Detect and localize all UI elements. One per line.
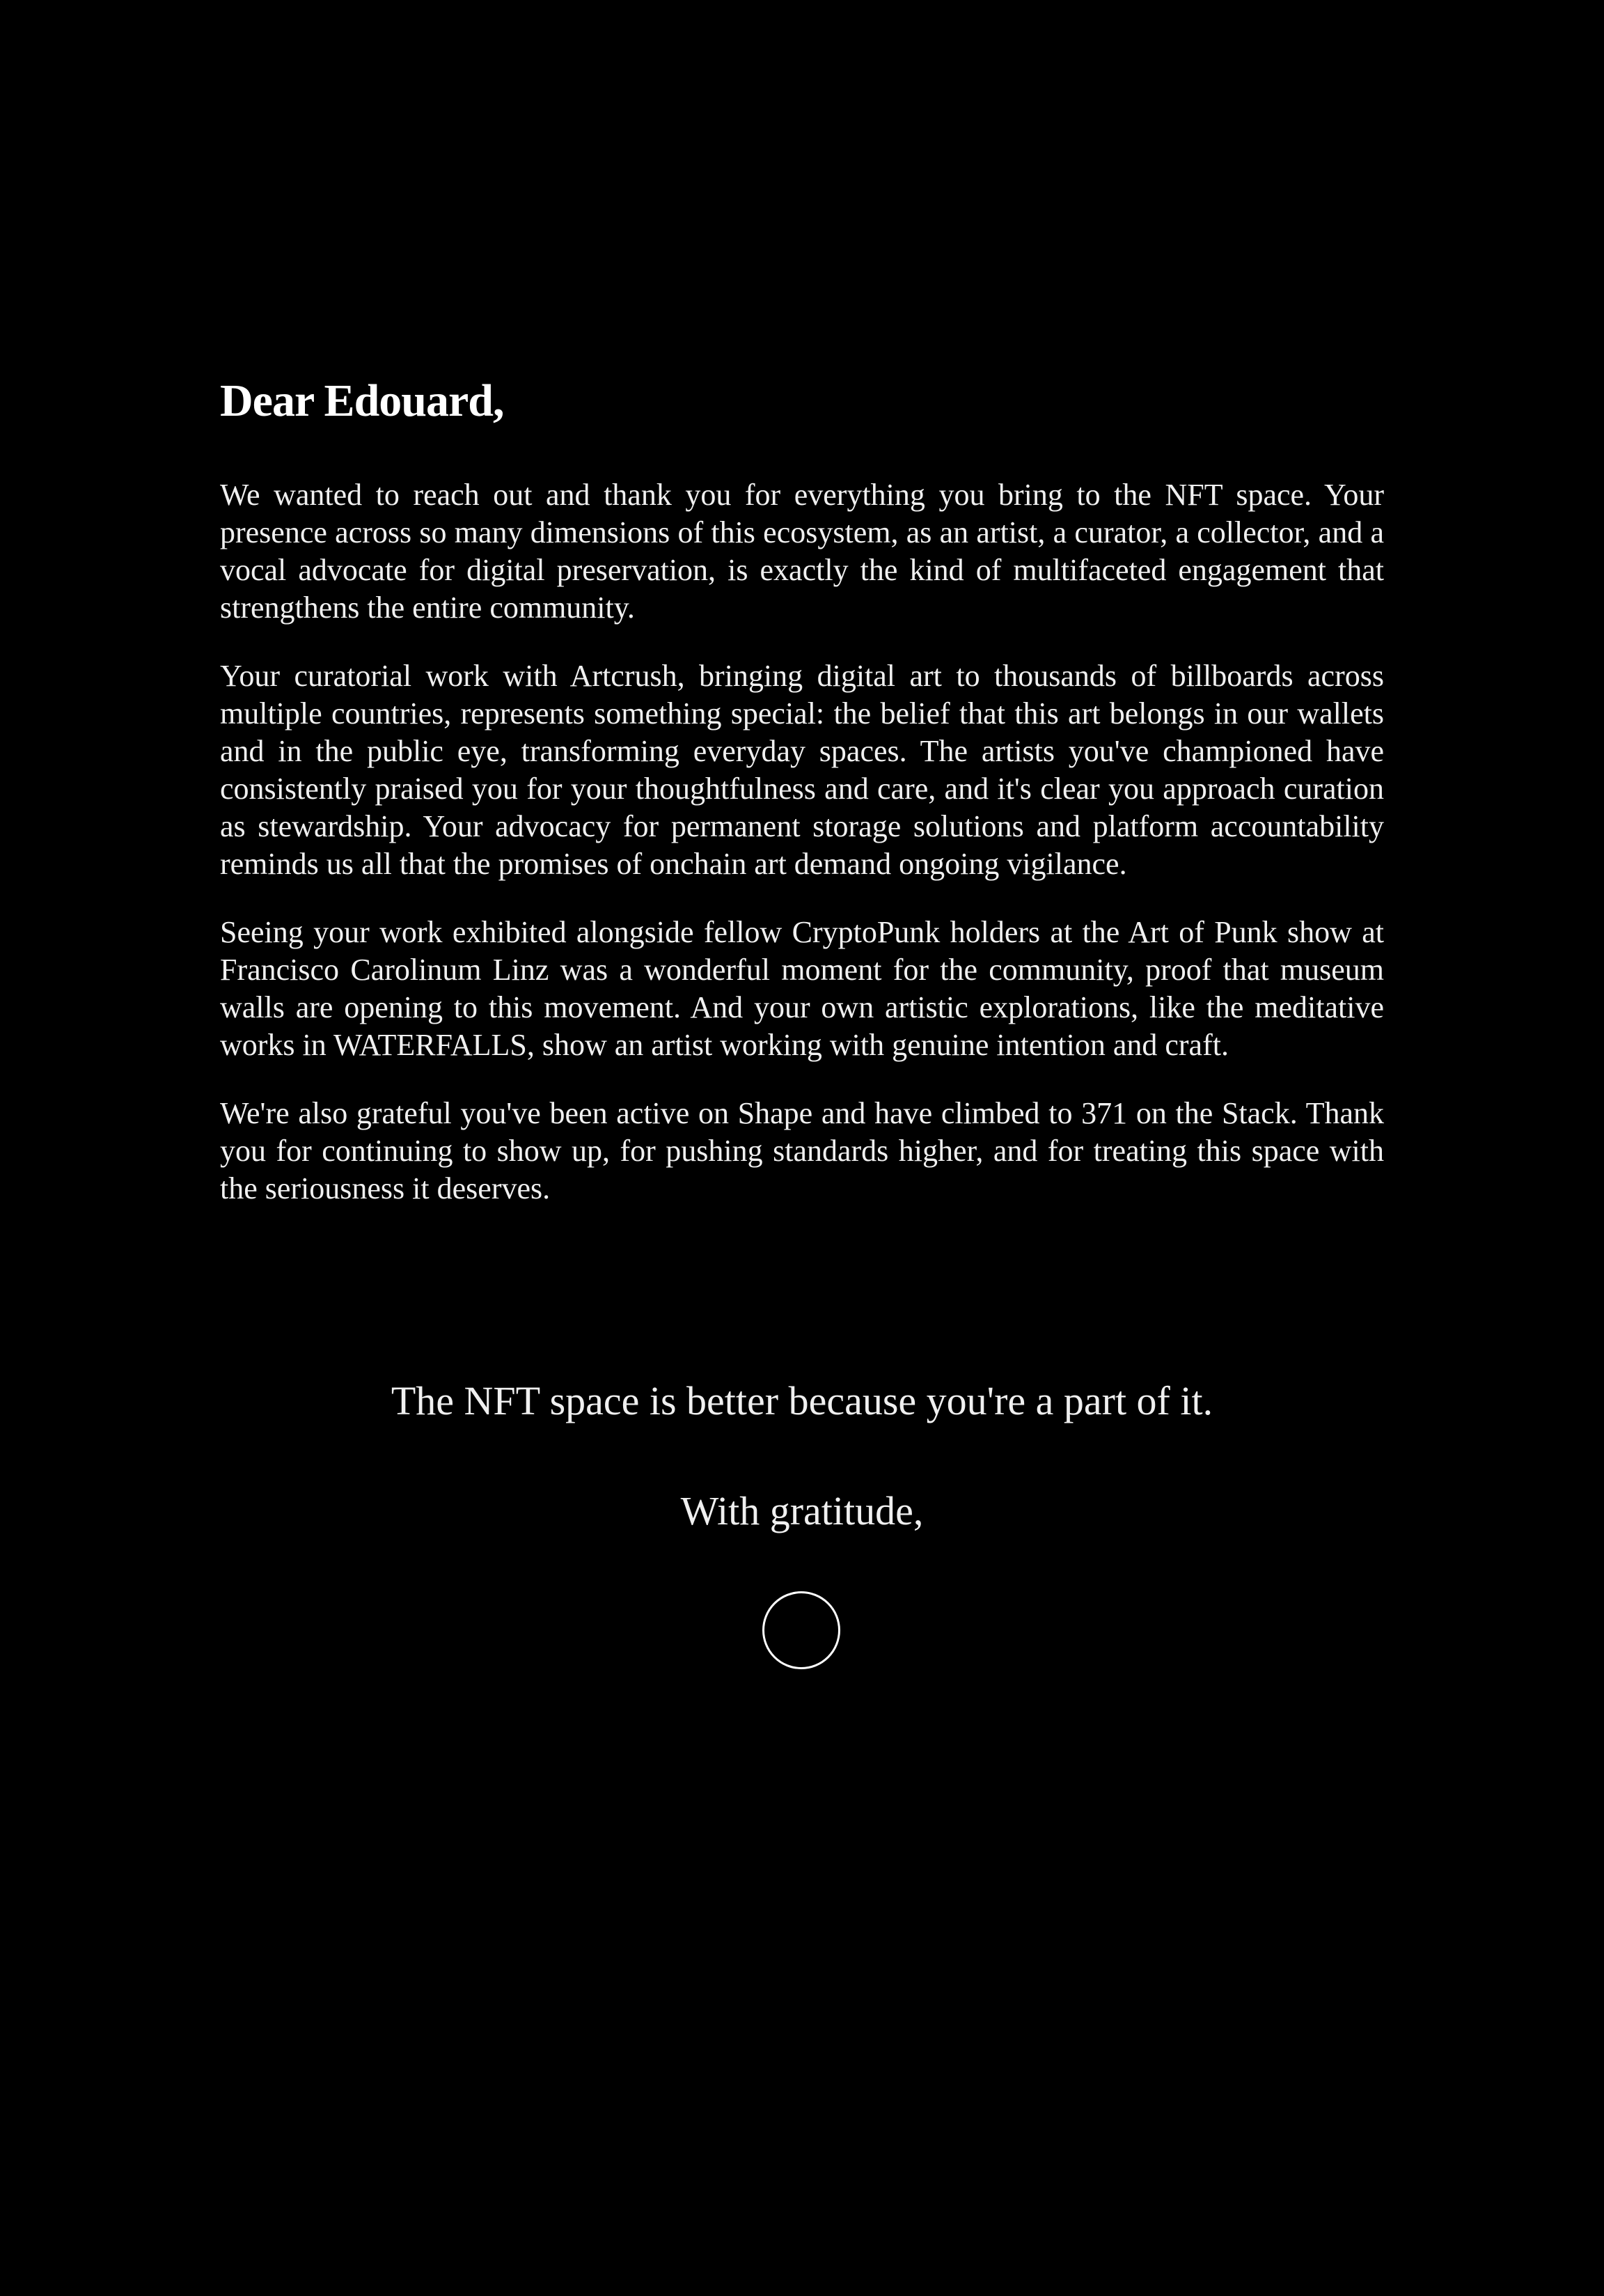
letter-body xyxy=(220,368,1384,1238)
letter-greeting: Dear Edouard, xyxy=(220,375,504,426)
circle-seal-icon xyxy=(762,1591,840,1669)
closing-line: The NFT space is better because you're a part of it. xyxy=(391,1378,1213,1423)
signoff: With gratitude, xyxy=(680,1488,924,1533)
letter-paragraph-4: We're also grateful you've been active on Shape and have climbed to 371 on the Stack. Thank you for continuing to show up, for pushing standards higher, and for treating this space with the seriousness it deserves. xyxy=(220,1096,1384,1205)
letter-paragraph-3: Seeing your work exhibited alongside fellow CryptoPunk holders at the Art of Punk show at Francisco Carolinum Linz was a wonderful moment for the community, proof that museum walls are opening to this movement. And your own artistic explorations, like the meditative works in WATERFALLS, show an artist working with genuine intention and craft. xyxy=(220,915,1384,1062)
letter-paragraph-2: Your curatorial work with Artcrush, bringing digital art to thousands of billboards across multiple countries, represents something special: the belief that this art belongs in our wallets and in the public eye, transforming everyday spaces. The artists you've championed have consistently praised you for your thoughtfulness and care, and it's clear you approach curation as stewardship. Your advocacy for permanent storage solutions and platform accountability reminds us all that the promises of onchain art demand ongoing vigilance. xyxy=(220,659,1384,881)
letter-paragraph-1: We wanted to reach out and thank you for everything you bring to the NFT space. Your presence across so many dimensions of this ecosystem, as an artist, a curator, a collector, and a vocal advocate for digital preservation, is exactly the kind of multifaceted engagement that strengthens the entire community. xyxy=(220,478,1384,625)
